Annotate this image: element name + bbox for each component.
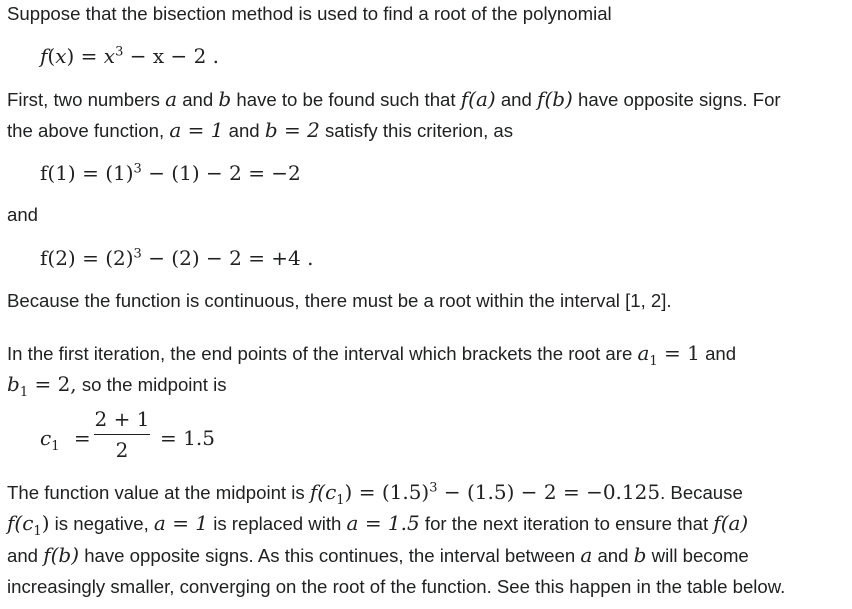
p5-fc-tail: − (1.5) − 2 = −0.125	[443, 480, 661, 504]
paragraph4-line1	[7, 341, 737, 369]
p5-fc-exp: 3	[429, 480, 438, 496]
paragraph2-line1	[7, 87, 781, 112]
paragraph5-line2	[7, 511, 749, 539]
p2-text3: have to be found such that	[236, 89, 456, 110]
p5-a-eq15: a = 1.5	[346, 511, 420, 535]
fraction-numerator: 2 + 1	[94, 407, 150, 435]
eq2-post: − (1) − 2 = −2	[148, 161, 301, 185]
eq1-tail: − x − 2 .	[129, 44, 220, 68]
p3-text: Because the function is continuous, there must be a root within the interval [1, 2].	[7, 290, 672, 311]
p5-l2-text3: for the next iteration to ensure that	[424, 513, 709, 534]
and-word	[7, 203, 38, 227]
polynomial-equation: $f(x) = x^3 - x - 2$ .	[40, 44, 220, 68]
p5-l3-text2: have opposite signs. As this continues, the interval between	[84, 545, 576, 566]
p2-b-eq: b = 2	[264, 118, 320, 142]
p2-var-b: b	[218, 87, 232, 111]
paragraph4-line2	[7, 372, 227, 400]
eq1-x: x	[103, 44, 116, 68]
intro-sentence: Suppose that the bisection method is used to find a root of the polynomial	[7, 3, 612, 24]
p2-fa: f(a)	[460, 87, 496, 111]
p4-b1-sub: 1	[19, 385, 29, 400]
p5-l3-text3: and	[597, 545, 629, 566]
eq4-c-sub: 1	[51, 439, 60, 454]
eq2-exponent: 3	[133, 161, 142, 177]
p4-b1-var: b	[7, 372, 20, 396]
p5-text2: . Because	[660, 482, 743, 503]
paragraph3	[7, 289, 672, 313]
p2-fb: f(b)	[537, 87, 573, 111]
p5-l2-fc-pre: f(c	[7, 511, 34, 535]
p5-fc-pre: f(c	[309, 480, 337, 504]
p5-l3-a: a	[580, 543, 593, 567]
p5-l2-text2: is replaced with	[213, 513, 342, 534]
p4-a1-val: = 1	[664, 341, 700, 365]
midpoint-fraction	[94, 407, 150, 462]
eq1-exponent: 3	[115, 44, 124, 60]
p2-l2-text1: the above function,	[7, 120, 165, 141]
paragraph5-line1	[7, 480, 743, 508]
eq1-f: f	[40, 44, 48, 68]
p2-text2: and	[182, 89, 214, 110]
eq4-equals: =	[73, 426, 91, 450]
p5-fc-post: ) = (1.5)	[344, 480, 430, 504]
eq3-post: − (2) − 2 = +4 .	[148, 246, 314, 270]
p2-l2-text3: satisfy this criterion, as	[324, 120, 514, 141]
eq4-result: = 1.5	[160, 426, 215, 450]
p5-l3-text4: will become	[651, 545, 749, 566]
paragraph5-line4	[7, 575, 785, 599]
eq1-arg: x	[55, 44, 67, 68]
p2-a-eq: a = 1	[169, 118, 224, 142]
eq3-pre: f(2) = (2)	[40, 246, 134, 270]
p4-text3: so the midpoint is	[81, 374, 227, 395]
p2-text4: and	[500, 89, 532, 110]
paragraph5-line3	[7, 543, 749, 568]
p4-a1-sub: 1	[649, 354, 658, 369]
midpoint-result	[160, 425, 215, 451]
p5-l2-fa: f(a)	[713, 511, 749, 535]
f2-equation	[40, 245, 314, 271]
p2-text5: have opposite signs. For	[578, 89, 781, 110]
intro-text	[7, 2, 612, 26]
p5-l3-fb: f(b)	[43, 543, 80, 567]
p4-text2: and	[705, 343, 737, 364]
p4-b1-val: = 2,	[34, 372, 77, 396]
midpoint-lhs	[40, 425, 91, 454]
p5-l3-b: b	[633, 543, 647, 567]
eq3-exponent: 3	[133, 246, 142, 262]
fraction-denominator: 2	[115, 438, 129, 462]
p5-fc-sub: 1	[336, 493, 345, 508]
p5-l2-text1: is negative,	[54, 513, 149, 534]
p5-a-eq1: a = 1	[153, 511, 209, 535]
p5-l2-fc-sub: 1	[33, 524, 42, 539]
p2-l2-text2: and	[228, 120, 260, 141]
p5-l3-text1: and	[7, 545, 39, 566]
p4-a1-var: a	[637, 341, 650, 365]
p2-var-a: a	[165, 87, 178, 111]
p5-l2-fc-post: )	[41, 511, 50, 535]
eq2-pre: f(1) = (1)	[40, 161, 134, 185]
f1-equation	[40, 160, 301, 186]
p4-text1: In the first iteration, the end points of the interval which brackets the root are	[7, 343, 633, 364]
p5-l4-text: increasingly smaller, converging on the root of the function. See this happen in the table below.	[7, 576, 786, 597]
p5-text1: The function value at the midpoint is	[7, 482, 305, 503]
paragraph2-line2	[7, 118, 513, 143]
and-text: and	[7, 204, 39, 225]
p2-text1: First, two numbers	[7, 89, 160, 110]
eq4-c-var: c	[40, 426, 52, 450]
